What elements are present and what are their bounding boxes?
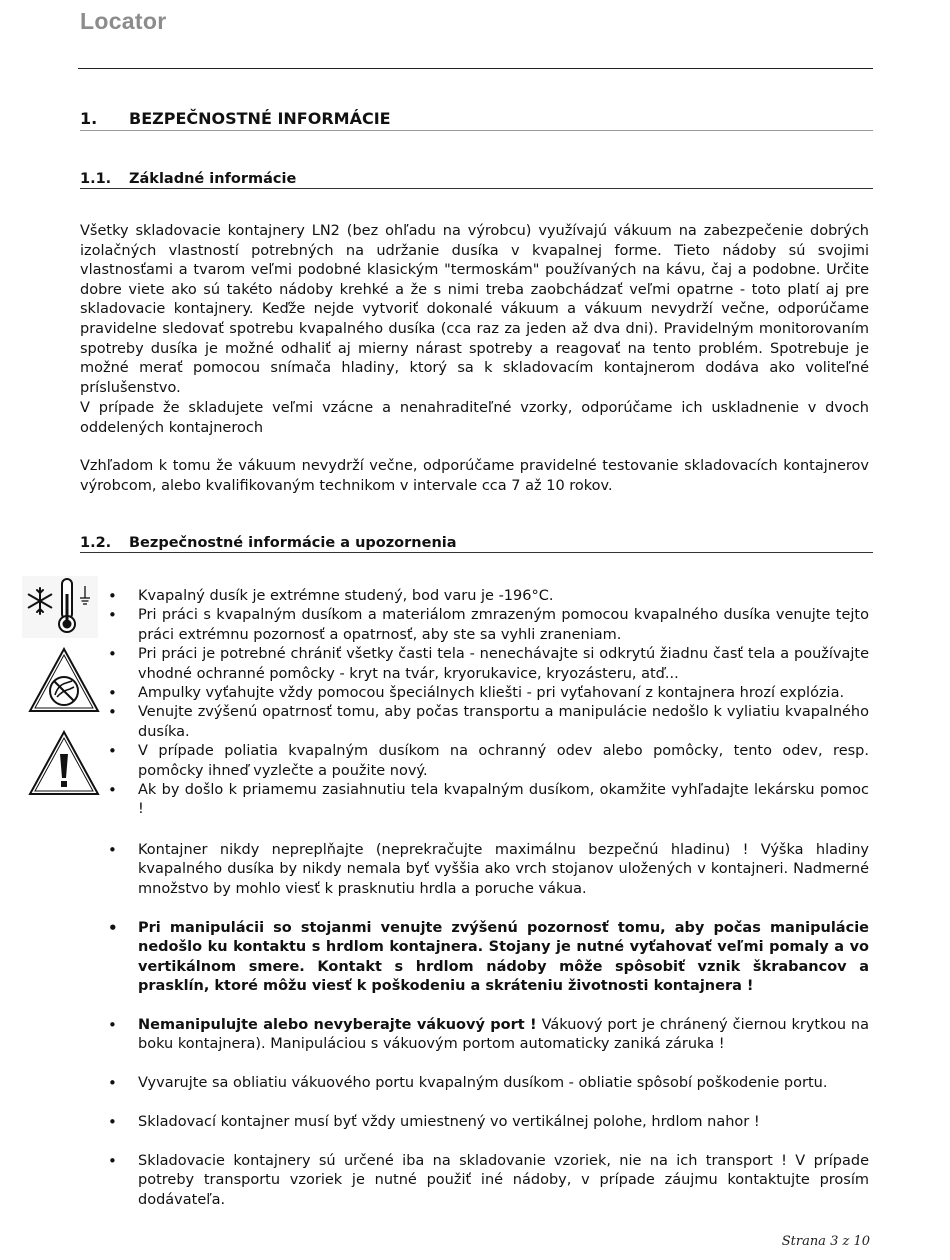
paragraph-rare-samples: V prípade že skladujete veľmi vzácne a nenahraditeľné vzorky, odporúčame ich uskladnenie v dvoch oddelených kontajneroch — [80, 400, 869, 436]
list-item-transport: • Skladovacie kontajnery sú určené iba na skladovanie vzoriek, nie na ich transport ! V prípade potreby transportu vzoriek je nutné použiť iné nádoby, v prípade záujmu kontaktujte prosím dodávateľa. — [80, 1152, 869, 1210]
paragraph-basic-info: Všetky skladovacie kontajnery LN2 (bez ohľadu na výrobcu) využívajú vákuum na zabezpečenie dobrých izolačných vlastností potrebných na udržanie dusíka v kvapalnej forme. Tieto nádoby sú svojimi vlastnosťami a tvarom veľmi podobné klasickým "termoskám" používaných na kávu, čaj a podobne. Určite dobre viete ako sú takéto nádoby krehké a že s nimi treba zaobchádzať veľmi opatrne - toto platí aj pre skladovacie kontajnery. Keďže nejde vytvoriť dokonalé vákuum a vákuum nevydrží večne, odporúčame pravidelne sledovať spotrebu kvapalného dusíka (cca raz za jeden až dva dni). Pravidelným monitorovaním spotreby dusíka je možné odhaliť aj mierny nárast spotreby a reagovať na tento problém. Spotrebuje je možné merať pomocou snímača hladiny, ktorý sa k skladovacím kontajnerom dodáva ako voliteľné príslušenstvo. — [80, 223, 869, 396]
list-item-racks: • Pri manipulácii so stojanmi venujte zvýšenú pozornosť tomu, aby počas manipulácie nedošlo ku kontaktu s hrdlom kontajnera. Stojany je nutné vyťahovať veľmi pomaly a vo vertikálnom smere. Kontakt s hrdlom nádoby môže spôsobiť vznik škrabancov a prasklín, ktoré môžu viesť k poškodeniu a skráteniu životnosti kontajnera ! — [80, 919, 869, 997]
handling-bullets-list — [80, 841, 869, 1230]
section-1-number: 1. — [80, 109, 98, 128]
safety-bullets-list — [80, 587, 869, 820]
brand-logo-text: Locator — [80, 8, 167, 34]
list-item: • V prípade poliatia kvapalným dusíkom na ochranný odev alebo pomôcky, tento odev, resp. pomôcky ihneď vyzlečte a použite nový. — [80, 742, 869, 781]
section-1-2-title: Bezpečnostné informácie a upozornenia — [129, 535, 457, 551]
list-item: • Ak by došlo k priamemu zasiahnutiu tela kvapalným dusíkom, okamžite vyhľadajte lekársku pomoc ! — [80, 781, 869, 820]
section-1-1-title: Základné informácie — [129, 171, 297, 187]
list-item: • Pri práci je potrebné chrániť všetky časti tela - nenechávajte si odkrytú žiadnu časť tela a používajte vhodné ochranné pomôcky - kryt na tvár, kryorukavice, kryozásteru, atď... — [80, 645, 869, 684]
list-item: • Pri práci s kvapalným dusíkom a materiálom zmrazeným pomocou kvapalného dusíka venujte tejto práci extrémnu pozornosť a opatrnosť, aby ste sa vyhli zraneniam. — [80, 606, 869, 645]
list-item-vertical: • Skladovací kontajner musí byť vždy umiestnený vo vertikálnej polohe, hrdlom nahor ! — [80, 1113, 869, 1132]
vacuum-port-bold-text: Nemanipulujte alebo nevyberajte vákuový port ! — [138, 1016, 537, 1033]
section-1-1-number: 1.1. — [80, 171, 112, 187]
page-number: Strana 3 z 10 — [781, 1234, 870, 1249]
list-item-vacuum-port — [80, 1016, 869, 1055]
list-item: • Venujte zvýšenú opatrnosť tomu, aby počas transportu a manipulácie nedošlo k vyliatiu kvapalného dusíka. — [80, 703, 869, 742]
list-item-overfill: • Kontajner nikdy nepreplňajte (neprekračujte maximálnu bezpečnú hladinu) ! Výška hladiny kvapalného dusíka by nikdy nemala byť vyššia ako vrch stojanov uložených v kontajneri. Nadmerné množstvo by mohlo viesť k prasknutiu hrdla a poruche vákua. — [80, 841, 869, 899]
header-rule — [78, 68, 873, 69]
list-item: • Ampulky vyťahujte vždy pomocou špeciálnych kliešti - pri vyťahovaní z kontajnera hrozí explózia. — [80, 684, 869, 703]
paragraph-vacuum-testing: Vzhľadom k tomu že vákuum nevydrží večne, odporúčame pravidelné testovanie skladovacích kontajnerov výrobcom, alebo kvalifikovaným technikom v intervale cca 7 až 10 rokov. — [80, 458, 869, 494]
list-item: • Kvapalný dusík je extrémne studený, bod varu je -196°C. — [80, 587, 869, 606]
list-item-spill: • Vyvarujte sa obliatiu vákuového portu kvapalným dusíkom - obliatie spôsobí poškodenie portu. — [80, 1074, 869, 1093]
section-1-1-heading — [80, 171, 873, 189]
vacuum-port-text: Vákuový port je chránený čiernou krytkou na boku kontajnera). Manipuláciou s vákuovým portom automaticky zaniká záruka ! — [138, 1016, 870, 1053]
section-1-2-number: 1.2. — [80, 535, 112, 551]
section-1-heading — [80, 109, 873, 131]
section-1-title: BEZPEČNOSTNÉ INFORMÁCIE — [129, 109, 391, 128]
section-1-2-heading — [80, 535, 873, 553]
